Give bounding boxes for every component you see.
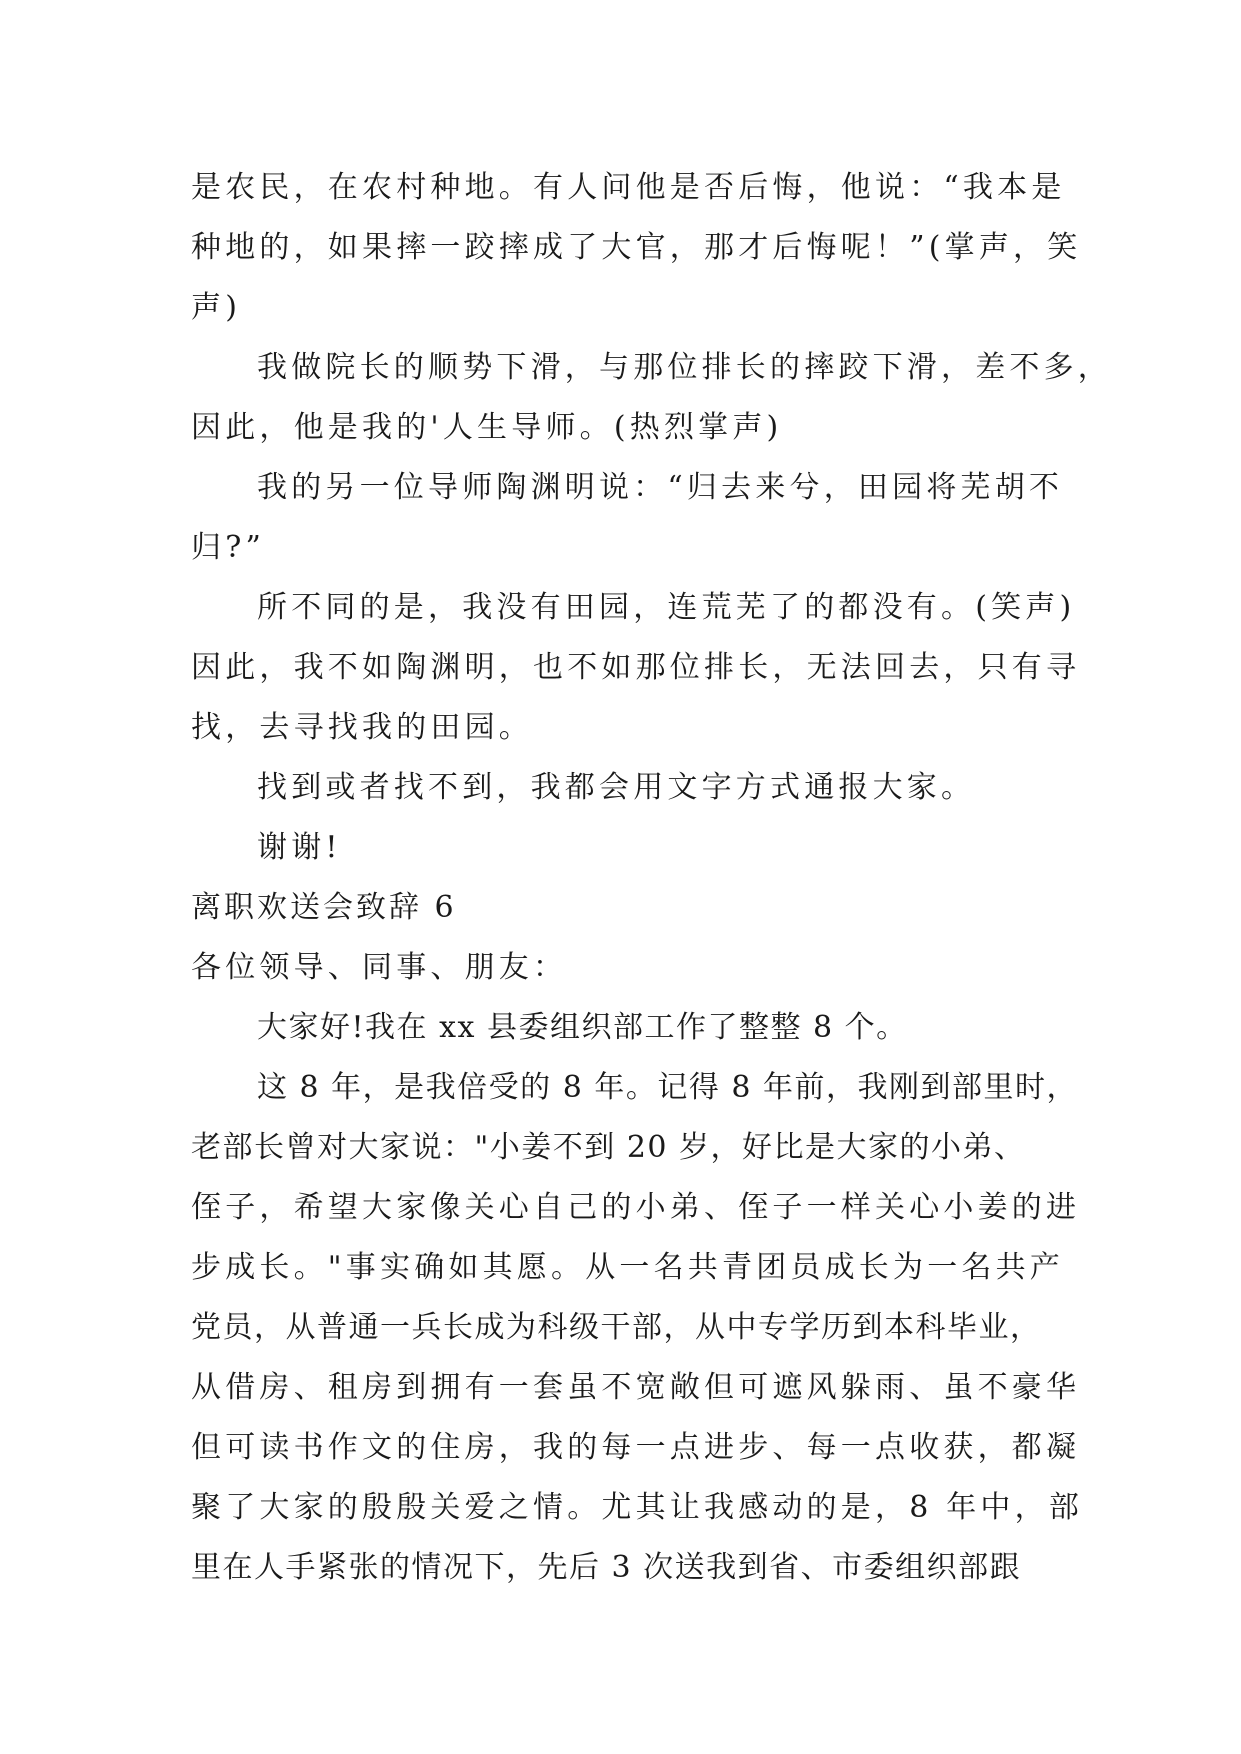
text-line: 找到或者找不到，我都会用文字方式通报大家。 <box>257 770 976 805</box>
document-body <box>191 158 1112 1598</box>
text-line: 我的另一位导师陶渊明说：“归去来兮，田园将芜胡不 <box>257 470 1064 505</box>
text-line: 步成长。"事实确如其愿。从一名共青团员成长为一名共产 <box>191 1250 1064 1285</box>
text-line: 大家好!我在 xx 县委组织部工作了整整 8 个。 <box>257 1010 908 1045</box>
section-heading: 离职欢送会致辞 6 <box>191 890 457 925</box>
text-line: 是农民，在农村种地。有人问他是否后悔，他说：“我本是 <box>191 170 1066 205</box>
text-line: 我做院长的顺势下滑，与那位排长的摔跤下滑，差不多， <box>257 350 1112 385</box>
text-line: 老部长曾对大家说："小姜不到 20 岁，好比是大家的小弟、 <box>191 1130 1026 1165</box>
text-line: 因此，他是我的'人生导师。(热烈掌声) <box>191 410 783 445</box>
text-line: 里在人手紧张的情况下，先后 3 次送我到省、市委组织部跟 <box>191 1550 1022 1585</box>
text-line: 侄子，希望大家像关心自己的小弟、侄子一样关心小姜的进 <box>191 1190 1081 1225</box>
text-line: 这 8 年，是我倍受的 8 年。记得 8 年前，我刚到部里时， <box>257 1070 1078 1105</box>
text-line: 党员，从普通一兵长成为科级干部，从中专学历到本科毕业， <box>191 1310 1042 1345</box>
text-line: 种地的，如果摔一跤摔成了大官，那才后悔呢！”(掌声，笑 <box>191 230 1082 265</box>
text-line: 归?” <box>191 530 266 565</box>
text-line: 找，去寻找我的田园。 <box>191 710 533 745</box>
text-line: 所不同的是，我没有田园，连荒芜了的都没有。(笑声) <box>257 590 1076 625</box>
text-line: 声) <box>191 290 242 325</box>
salutation: 各位领导、同事、朋友： <box>191 950 568 985</box>
text-line: 从借房、租房到拥有一套虽不宽敞但可遮风躲雨、虽不豪华 <box>191 1370 1081 1405</box>
text-line: 但可读书作文的住房，我的每一点进步、每一点收获，都凝 <box>191 1430 1081 1465</box>
text-line: 谢谢! <box>257 830 342 865</box>
text-line: 聚了大家的殷殷关爱之情。尤其让我感动的是，8 年中，部 <box>191 1490 1084 1525</box>
text-line: 因此，我不如陶渊明，也不如那位排长，无法回去，只有寻 <box>191 650 1081 685</box>
